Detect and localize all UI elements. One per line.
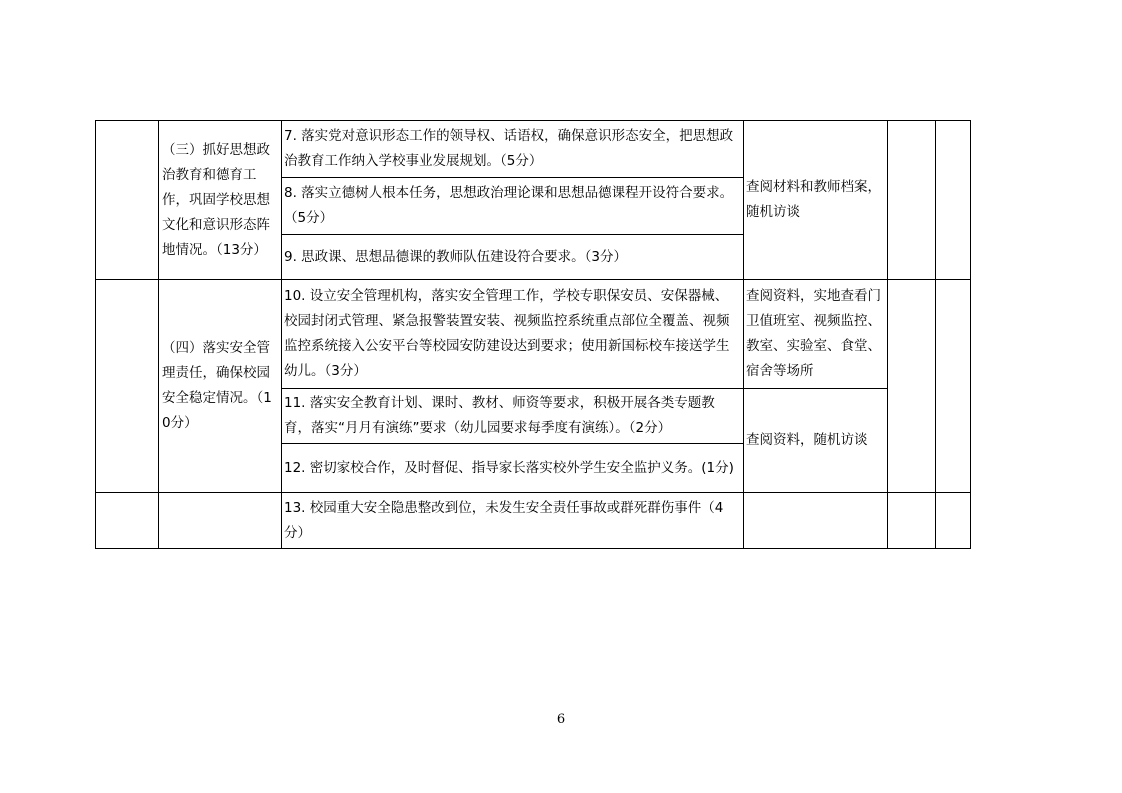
- item-cell: [282, 444, 744, 493]
- method-text: 查阅资料，随机访谈: [746, 432, 868, 448]
- remark-cell: [936, 121, 971, 280]
- item-text: 8. 落实立德树人根本任务，思想政治理论课和思想品德课程开设符合要求。（5分）: [284, 185, 734, 226]
- method-cell: [744, 493, 888, 549]
- method-cell: [744, 389, 888, 493]
- method-text: 查阅资料，实地查看门卫值班室、视频监控、教室、实验室、食堂、宿舍等场所: [746, 288, 881, 379]
- page-number: 6: [556, 712, 566, 727]
- item-text: 10. 设立安全管理机构，落实安全管理工作，学校专职保安员、安保器械、校园封闭式管理、紧急报警装置安装、视频监控系统重点部位全覆盖、视频监控系统接入公安平台等校园安防建设达到要求；使用新国标校车接送学生幼儿。（3分）: [284, 288, 730, 379]
- item-text: 7. 落实党对意识形态工作的领导权、话语权，确保意识形态安全，把思想政治教育工作纳入学校事业发展规划。（5分）: [284, 128, 734, 169]
- item-text: 12. 密切家校合作，及时督促、指导家长落实校外学生安全监护义务。(1分): [284, 459, 734, 476]
- remark-cell: [936, 280, 971, 493]
- item-cell: [282, 121, 744, 178]
- category-text: （三）抓好思想政治教育和德育工作，巩固学校思想文化和意识形态阵地情况。（13分）: [162, 141, 270, 258]
- item-text: 9. 思政课、思想品德课的教师队伍建设符合要求。（3分）: [284, 248, 628, 265]
- evaluation-table: [95, 120, 971, 549]
- item-cell: [282, 235, 744, 280]
- item-text: 11. 落实安全教育计划、课时、教材、师资等要求，积极开展各类专题教育，落实“月月有演练”要求（幼儿园要求每季度有演练）。（2分）: [284, 395, 715, 436]
- method-text: 查阅材料和教师档案，随机访谈: [746, 179, 881, 220]
- method-cell: [744, 121, 888, 280]
- item-cell: [282, 493, 744, 549]
- item-cell: [282, 389, 744, 444]
- item-cell: [282, 178, 744, 235]
- category-text: （四）落实安全管理责任，确保校园安全稳定情况。（10分）: [162, 340, 272, 431]
- item-text: 13. 校园重大安全隐患整改到位，未发生安全责任事故或群死群伤事件（4分）: [284, 499, 724, 541]
- table-row: [96, 493, 971, 549]
- category-cell: [159, 493, 282, 549]
- score-cell: [888, 493, 936, 549]
- remark-cell: [936, 493, 971, 549]
- table-row: [96, 280, 971, 389]
- method-cell: [744, 280, 888, 389]
- category-cell: [159, 121, 282, 280]
- empty-cell: [96, 493, 159, 549]
- empty-cell: [96, 121, 159, 280]
- category-cell: [159, 280, 282, 493]
- score-cell: [888, 121, 936, 280]
- item-cell: [282, 280, 744, 389]
- table-row: [96, 121, 971, 178]
- empty-cell: [96, 280, 159, 493]
- score-cell: [888, 280, 936, 493]
